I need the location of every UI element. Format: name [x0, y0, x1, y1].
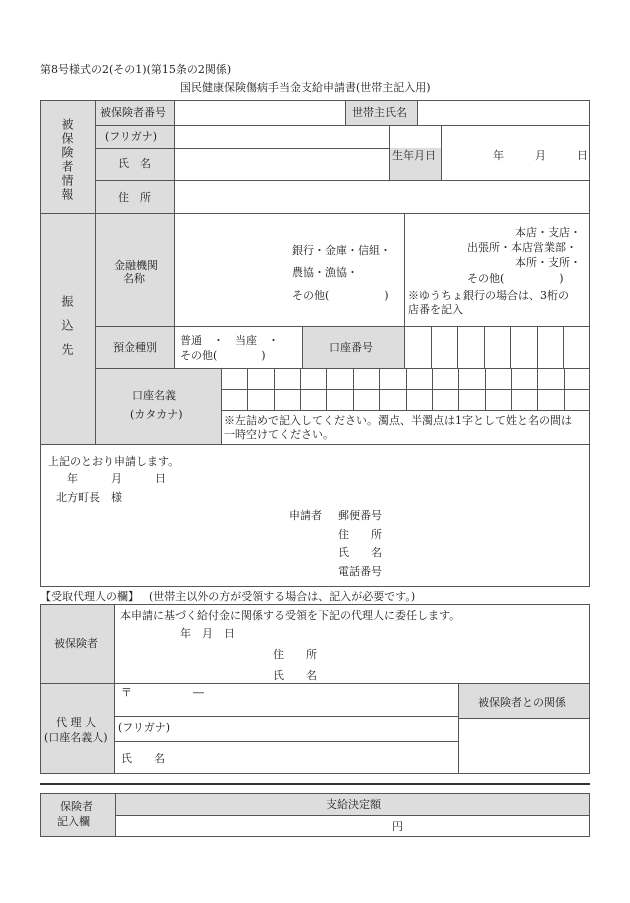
branch-name-field[interactable]: [405, 214, 465, 286]
cell-divider: [274, 368, 275, 410]
cell-divider: [457, 326, 458, 368]
katakana-note-2: 一時空けてください。: [224, 428, 334, 441]
insurer-divider: [40, 783, 590, 785]
relation-label: 被保険者との関係: [478, 696, 566, 709]
birthdate-field[interactable]: [442, 126, 589, 179]
yucho-note-2: 店番を記入: [408, 303, 463, 316]
cell-divider: [353, 368, 354, 410]
branch-4: その他( ): [467, 272, 564, 285]
postal-dash: ―: [193, 686, 204, 699]
postal-mark: 〒: [121, 686, 132, 699]
cell-divider: [563, 326, 564, 368]
account-holder-bg: [96, 369, 221, 444]
applicant-postal-label: 郵便番号: [338, 509, 382, 522]
delegation-name-label: 氏 名: [273, 669, 317, 682]
bank-types-2: 農協・漁協・: [292, 266, 358, 279]
cell-divider: [537, 326, 538, 368]
cell-divider: [432, 368, 433, 410]
deposit-type-label: 預金種別: [113, 341, 157, 354]
insured-section-label: 被保険者情報: [60, 118, 74, 202]
page-title: 国民健康保険傷病手当金支給申請書(世帯主記入用): [180, 81, 431, 94]
furigana-field[interactable]: [175, 126, 388, 147]
name-field[interactable]: [175, 149, 388, 179]
amount-field[interactable]: [116, 816, 589, 836]
application-statement: 上記のとおり申請します。: [48, 455, 180, 468]
insurer-label-2: 記入欄: [57, 815, 90, 828]
insured-number-field[interactable]: [175, 101, 344, 124]
cell-divider: [458, 368, 459, 410]
cell-divider: [326, 368, 327, 410]
branch-1: 本店・支店・: [515, 226, 581, 239]
delegation-date[interactable]: 年 月 日: [180, 627, 235, 640]
cell-divider: [431, 326, 432, 368]
applicant-label: 申請者: [289, 509, 322, 522]
bank-types-1: 銀行・金庫・信組・: [292, 244, 391, 257]
delegation-address-label: 住 所: [273, 648, 317, 661]
furigana-label: (フリガナ): [105, 130, 158, 143]
bank-name-field[interactable]: [175, 214, 287, 325]
form-number: 第8号様式の2(その1)(第15条の2関係): [40, 63, 232, 76]
applicant-phone-label: 電話番号: [338, 565, 382, 578]
addressee: 北方町長 様: [56, 491, 122, 504]
bank-label-1: 金融機関: [114, 259, 158, 272]
cell-divider: [485, 368, 486, 410]
agent-heading-note: (世帯主以外の方が受領する場合は、記入が必要です。): [149, 590, 416, 603]
cell-divider: [511, 368, 512, 410]
katakana-label: (カタカナ): [130, 408, 183, 421]
applicant-address-label: 住 所: [338, 528, 382, 541]
application-date[interactable]: 年 月 日: [67, 472, 166, 485]
address-field[interactable]: [175, 181, 589, 212]
name-label: 氏 名: [118, 157, 151, 170]
householder-name-label: 世帯主氏名: [352, 106, 407, 119]
deposit-type-options-1[interactable]: 普通 ・ 当座 ・: [180, 334, 279, 347]
yucho-note-1: ※ゆうちょ銀行の場合は、3桁の: [408, 289, 569, 302]
cell-divider: [300, 368, 301, 410]
agent-insured-label: 被保険者: [54, 637, 98, 650]
cell-divider: [484, 326, 485, 368]
relation-field[interactable]: [459, 719, 589, 773]
agent-name-field[interactable]: [175, 742, 457, 773]
cell-divider: [510, 326, 511, 368]
householder-name-field[interactable]: [418, 101, 589, 124]
amount-label: 支給決定額: [326, 798, 381, 811]
agent-name-label: 氏 名: [121, 752, 165, 765]
birth-year: 年: [493, 149, 504, 162]
branch-3: 本所・支所・: [515, 256, 581, 269]
agent-address-field[interactable]: [115, 684, 457, 715]
applicant-fields[interactable]: [390, 505, 586, 583]
deposit-type-options-2[interactable]: その他( ): [180, 349, 266, 362]
agent-furigana-label: (フリガナ): [118, 721, 171, 734]
transfer-section-label: 振込先: [60, 295, 74, 367]
agent-account-holder-label: (口座名義人): [44, 731, 108, 744]
delegation-text: 本申請に基づく給付金に関係する受領を下記の代理人に委任します。: [120, 609, 461, 622]
birth-day: 日: [577, 149, 588, 162]
yen-unit: 円: [392, 820, 403, 833]
katakana-note-1: ※左詰めで記入してください。濁点、半濁点は1字として姓と名の間は: [224, 414, 572, 427]
cell-divider: [564, 368, 565, 410]
cell-divider: [537, 368, 538, 410]
insured-number-label: 被保険者番号: [100, 106, 166, 119]
address-label: 住 所: [118, 191, 151, 204]
insurer-label-1: 保険者: [60, 800, 93, 813]
bank-label-2: 名称: [123, 272, 145, 285]
cell-divider: [379, 368, 380, 410]
account-number-label: 口座番号: [329, 341, 373, 354]
account-holder-label: 口座名義: [132, 389, 176, 402]
cell-divider: [406, 368, 407, 410]
bank-types-3: その他( ): [292, 289, 389, 302]
branch-2: 出張所・本店営業部・: [467, 241, 577, 254]
cell-divider: [247, 368, 248, 410]
agent-label: 代 理 人: [56, 716, 96, 729]
agent-heading-text: 【受取代理人の欄】: [40, 590, 139, 603]
birthdate-label: 生年月日: [392, 149, 436, 162]
applicant-name-label: 氏 名: [338, 546, 382, 559]
agent-section-heading: [40, 590, 415, 603]
birth-month: 月: [535, 149, 546, 162]
